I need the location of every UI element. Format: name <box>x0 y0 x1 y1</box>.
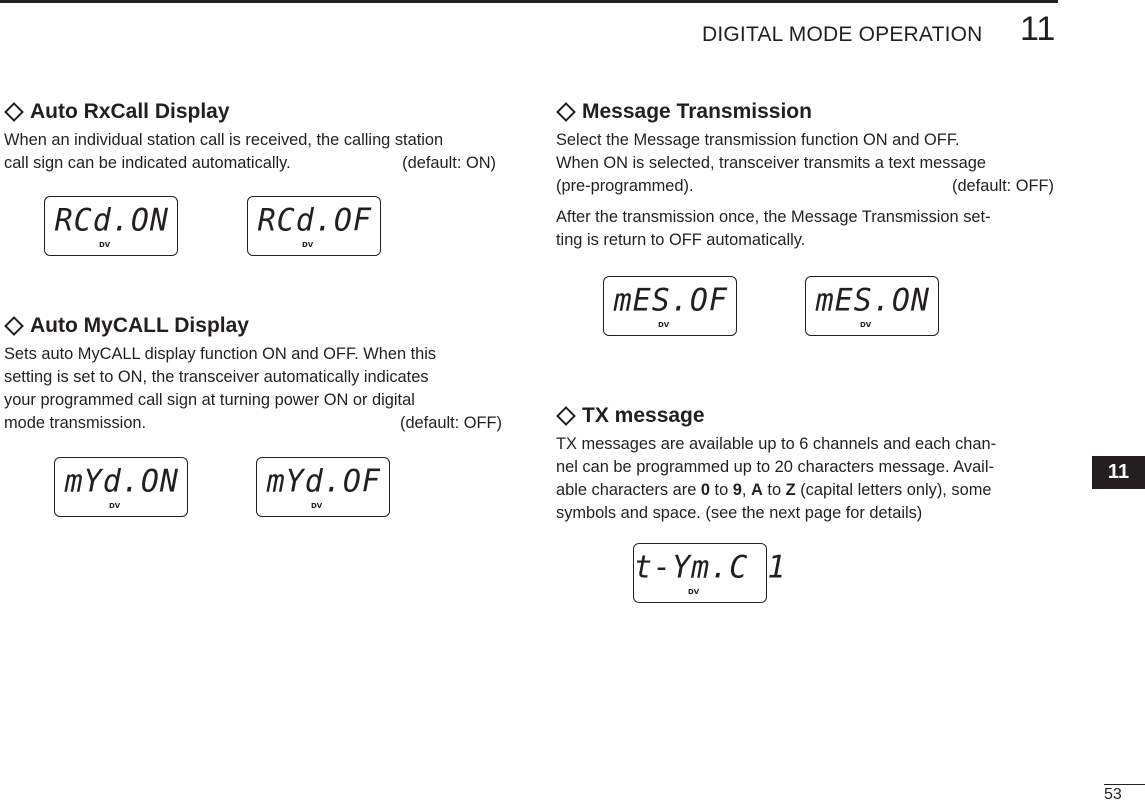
text-line: your programmed call sign at turning power ON or digital <box>4 391 415 409</box>
text-line: ting is return to OFF automatically. <box>556 231 806 249</box>
lcd-display <box>44 196 178 256</box>
default-value: (default: ON) <box>402 154 496 172</box>
text-line: Select the Message transmission function ON and OFF. <box>556 131 960 149</box>
paragraph-gap <box>556 198 1054 206</box>
text-line: nel can be programmed up to 20 characters message. Avail- <box>556 458 994 476</box>
text-line: call sign can be indicated automatically. <box>4 154 291 172</box>
lcd-display <box>603 276 737 336</box>
text-line: When ON is selected, transceiver transmits a text message <box>556 154 986 172</box>
diamond-bullet-icon <box>4 102 24 122</box>
section-heading <box>556 403 1054 429</box>
dv-indicator: DV <box>688 588 700 596</box>
header-rule <box>0 0 1058 3</box>
lcd-readout: RCd.OF <box>257 202 372 239</box>
text-line: mode transmission. <box>4 414 147 432</box>
lcd-readout: mYd.ON <box>64 463 179 500</box>
page-number: 53 <box>1104 786 1122 803</box>
lcd-readout: mES.OF <box>613 282 728 319</box>
dv-indicator: DV <box>99 241 111 249</box>
auto-mycall-section <box>4 313 502 435</box>
section-heading <box>556 99 1054 125</box>
diamond-bullet-icon <box>4 316 24 336</box>
lcd-display <box>805 276 939 336</box>
lcd-readout: mYd.OF <box>266 463 381 500</box>
default-value: (default: OFF) <box>951 177 1054 195</box>
chapter-number: 11 <box>1020 10 1056 48</box>
default-value: (default: OFF) <box>399 414 502 432</box>
section-description <box>556 433 1054 525</box>
section-title: Auto RxCall Display <box>30 100 230 123</box>
lcd-display <box>247 196 381 256</box>
text-line: symbols and space. (see the next page for details) <box>556 504 923 522</box>
text-line: TX messages are available up to 6 channels and each chan- <box>556 435 997 453</box>
chapter-title: DIGITAL MODE OPERATION <box>702 23 983 46</box>
dv-indicator: DV <box>860 321 872 329</box>
section-title: Message Transmission <box>582 100 812 123</box>
section-description <box>4 343 502 435</box>
text-line: able characters are 0 to 9, A to Z (capital letters only), some <box>556 481 992 499</box>
text-line: setting is set to ON, the transceiver automatically indicates <box>4 368 429 386</box>
lcd-display <box>633 543 787 603</box>
diamond-bullet-icon <box>556 102 576 122</box>
section-heading <box>4 313 502 339</box>
section-description <box>556 129 1054 198</box>
dv-indicator: DV <box>302 241 314 249</box>
auto-rxcall-section <box>4 99 502 175</box>
text-line: When an individual station call is received, the calling station <box>4 131 444 149</box>
section-title: TX message <box>582 404 705 427</box>
text-line: After the transmission once, the Message Transmission set- <box>556 208 991 226</box>
message-transmission-section <box>556 99 1054 252</box>
dv-indicator: DV <box>109 502 121 510</box>
tx-message-section <box>556 403 1054 525</box>
section-title: Auto MyCALL Display <box>30 314 249 337</box>
dv-indicator: DV <box>658 321 670 329</box>
lcd-readout: mES.ON <box>815 282 930 319</box>
dv-indicator: DV <box>311 502 323 510</box>
section-description <box>4 129 502 175</box>
lcd-display <box>54 457 188 517</box>
section-note <box>556 206 1054 252</box>
text-line: (pre-programmed). <box>556 177 694 195</box>
section-heading <box>4 99 502 125</box>
chapter-side-tab: 11 <box>1092 456 1145 489</box>
lcd-readout: RCd.ON <box>54 202 169 239</box>
text-line: Sets auto MyCALL display function ON and OFF. When this <box>4 345 437 363</box>
lcd-display <box>256 457 390 517</box>
diamond-bullet-icon <box>556 406 576 426</box>
lcd-readout: t-Ym.C 1 <box>634 549 787 586</box>
page-number-rule <box>1104 784 1145 785</box>
